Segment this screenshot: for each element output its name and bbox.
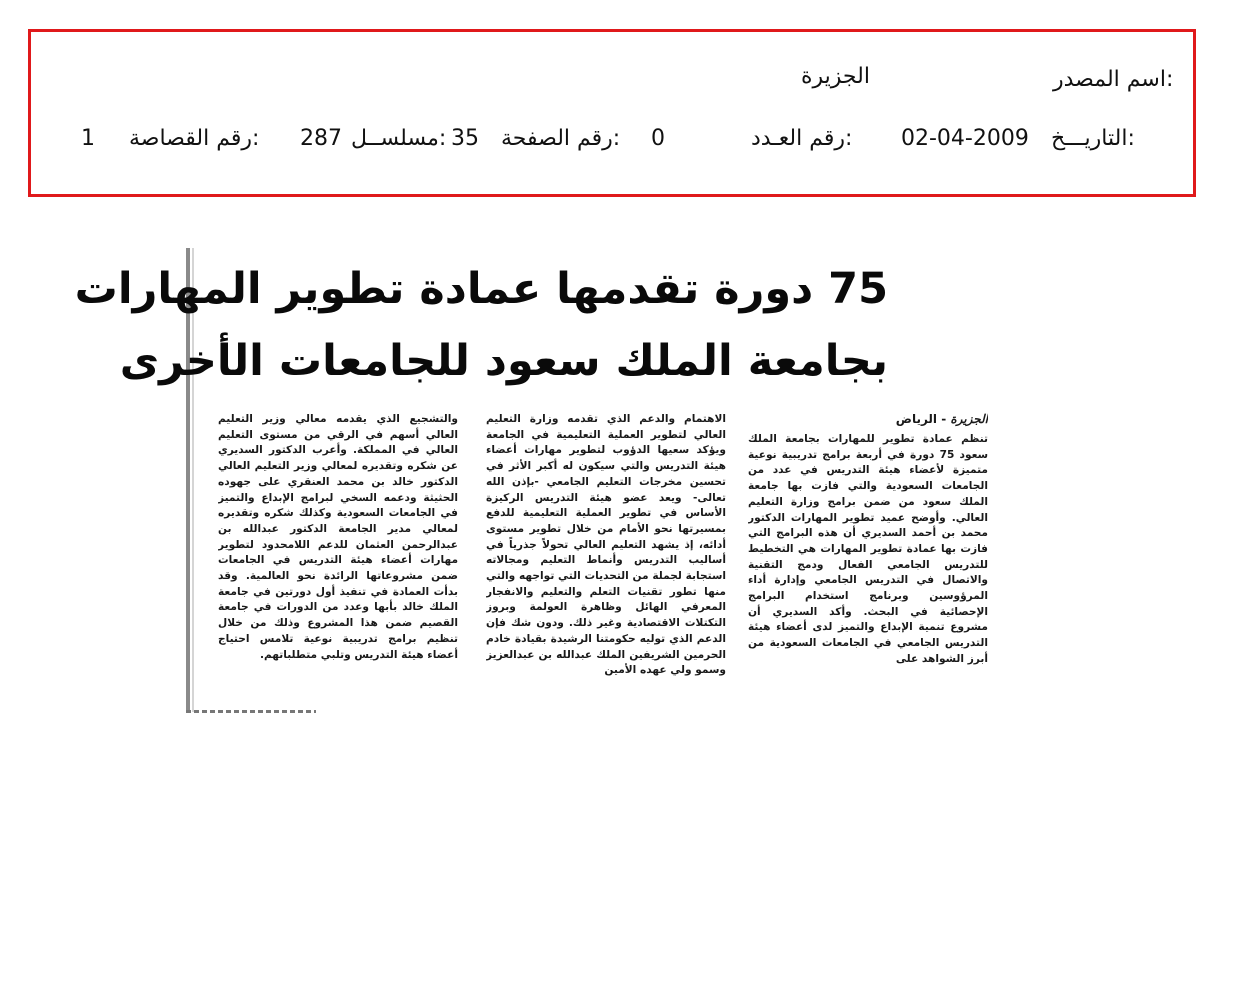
headline-line-1: 75 دورة تقدمها عمادة تطوير المهارات [74, 264, 888, 314]
source-value: الجزيرة [801, 64, 870, 89]
issue-value: 0 [651, 126, 665, 151]
serial-value: 287 [300, 126, 342, 151]
page-label: رقم الصفحة: [501, 126, 621, 151]
date-label: التاريـــخ: [1051, 126, 1135, 151]
clip-value: 1 [81, 126, 95, 151]
clipping-edge-shadow [192, 248, 194, 712]
page-value: 35 [451, 126, 479, 151]
article-column-right [748, 412, 988, 712]
headline-line-2: بجامعة الملك سعود للجامعات الأخرى [119, 336, 888, 386]
clip-label: رقم القصاصة: [129, 126, 260, 151]
serial-label: مسلســل: [351, 126, 447, 151]
column-right-text: تنظم عمادة تطوير للمهارات بجامعة الملك سعود 75 دورة في أربعة برامج تدريبية نوعية متميزة لأعضاء هيئة التدريس في عدد من الجامعات السعودية والتي فازت بها جامعة الملك سعود من ضمن برامج وزارة التعليم العالي. وأوضح عميد تطوير المهارات الدكتور محمد بن أحمد السديري أن هذه البرامج التي فازت بها عمادة تطوير المهارات هي التخطيط للتدريس الجامعي الفعال ودمج التقنية والاتصال في التدريس الجامعي وإدارة أداء المرؤوسين وبرنامج استخدام البرامج الإحصائية في البحث. وأكد السديري أن مشروع تنمية الإبداع والتميز لدى أعضاء هيئة التدريس الجامعي في الجامعات السعودية من أبرز الشواهد على [748, 433, 988, 665]
source-info-box [28, 29, 1196, 197]
column-middle-text: الاهتمام والدعم الذي تقدمه وزارة التعليم العالي لتطوير العملية التعليمية في الجامعة ويؤكد سعيها الدؤوب لتطوير مهارات أعضاء هيئة التدريس والتي سيكون له أكبر الأثر في تحسين مخرجات التعليم الجامعي -بإذن الله تعالى- ويعد عضو هيئة التدريس الركيزة الأساس في تطوير العملية التعليمية للدفع بمسيرتها نحو الأمام من خلال تطوير مستوى أدائه، إذ يشهد التعليم العالي تحولاً جذرياً في أساليب التدريس وأنماط التعليم ومجالاته استجابة لجملة من التحديات التي تواجهه والتي منها تطور تقنيات التعلم والتعليم والانفجار المعرفي الهائل وظاهرة العولمة وبروز التكتلات الاقتصادية وغير ذلك. ودون شك فإن الدعم الذي توليه حكومتنا الرشيدة بقيادة خادم الحرمين الشريفين الملك عبدالله بن عبدالعزيز وسمو ولي عهده الأمين [486, 413, 726, 677]
newspaper-clipping [74, 248, 1008, 714]
issue-label: رقم العـدد: [751, 126, 853, 151]
dateline [748, 412, 988, 432]
article-column-middle [486, 412, 726, 712]
source-label: اسم المصدر: [1053, 67, 1174, 92]
dateline-logo: الجزيرة [950, 412, 988, 426]
article-column-left [218, 412, 458, 712]
date-value: 02-04-2009 [901, 126, 1029, 151]
column-left-text: والتشجيع الذي يقدمه معالي وزير التعليم العالي أسهم في الرقي من مستوى التعليم العالي في المملكة. وأعرب الدكتور السديري عن شكره وتقديره لمعالي وزير التعليم العالي الدكتور خالد بن محمد العنقري على جهوده الحثيثة ودعمه السخي لبرامج الإبداع والتميز في الجامعات السعودية وكذلك شكره وتقديره لمعالي مدير الجامعة الدكتور عبدالله بن عبدالرحمن العثمان للدعم اللامحدود لتطوير مهارات أعضاء هيئة التدريس في الجامعات ضمن مشروعاتها الرائدة نحو العالمية. وقد بدأت العمادة في تنفيذ أول دورتين في جامعة الملك خالد بأبها وعدد من الدورات في جامعة القصيم ضمن هذا المشروع وذلك من خلال تنظيم برامج تدريبية نوعية تلامس احتياج أعضاء هيئة التدريس وتلبي متطلباتهم. [218, 413, 458, 661]
dateline-city: - الرياض [895, 412, 947, 426]
clipping-edge-rule [186, 248, 190, 712]
